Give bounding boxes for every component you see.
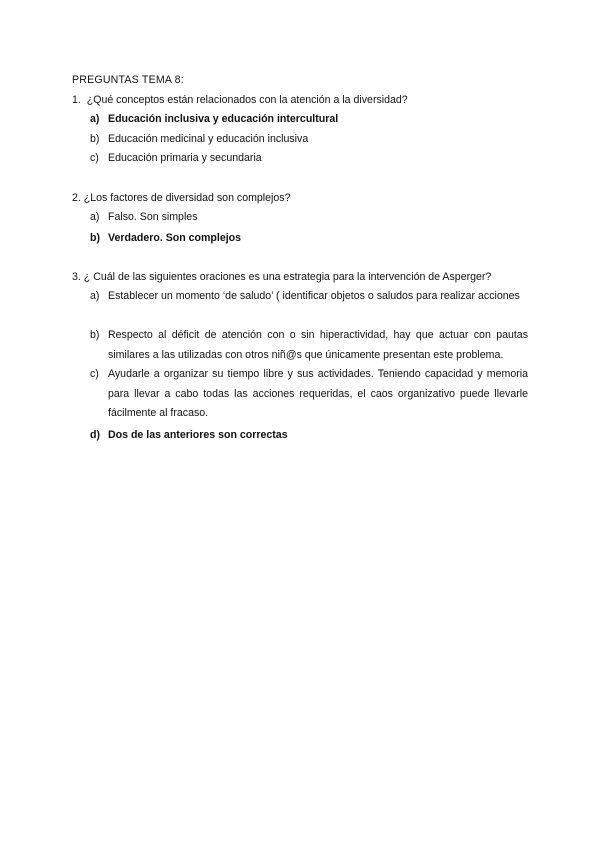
q1-option-b — [90, 132, 308, 146]
question-1 — [72, 93, 408, 107]
q3-option-a-text: Establecer un momento ‘de saludo’ ( identificar objetos o saludos para realizar acciones — [108, 290, 520, 302]
option-text: Educación medicinal y educación inclusiva — [108, 133, 309, 145]
option-marker: b) — [90, 329, 100, 341]
option-text: Falso. Son simples — [108, 211, 198, 223]
question-text: ¿Qué conceptos están relacionados con la atención a la diversidad? — [86, 94, 408, 106]
option-marker: c) — [90, 152, 99, 164]
question-text: ¿Los factores de diversidad son complejos? — [83, 192, 291, 204]
option-marker: a) — [90, 211, 100, 223]
option-text: Educación primaria y secundaria — [108, 152, 262, 164]
question-number: 3. — [72, 271, 81, 283]
option-text: Dos de las anteriores son correctas — [108, 429, 288, 441]
q2-option-a — [90, 210, 198, 224]
question-3 — [72, 270, 491, 284]
option-marker: d) — [90, 429, 100, 441]
q3-option-c-text: Ayudarle a organizar su tiempo libre y sus actividades. Teniendo capacidad y memoria para llevar a cabo todas las acciones requeridas, el caos organizativo puede llevarle fácilmente al fracaso. — [108, 368, 528, 419]
q1-option-c — [90, 151, 262, 165]
q3-option-d — [90, 428, 288, 442]
option-text: Verdadero. Son complejos — [108, 232, 242, 244]
question-text: ¿ Cuál de las siguientes oraciones es una estrategia para la intervención de Asperger? — [83, 271, 492, 283]
question-number: 1. — [72, 94, 81, 106]
page-title: PREGUNTAS TEMA 8: — [72, 74, 184, 86]
option-marker: b) — [90, 232, 100, 244]
q3-option-b-text: Respecto al déficit de atención con o sin hiperactividad, hay que actuar con pautas similares a las utilizadas con otros niñ@s que únicamente presentan este problema. — [108, 329, 528, 361]
option-marker: c) — [90, 368, 99, 380]
q2-option-b — [90, 231, 241, 245]
option-text: Educación inclusiva y educación intercultural — [108, 113, 339, 125]
question-number: 2. — [72, 192, 81, 204]
q1-option-a — [90, 112, 338, 126]
option-marker: a) — [90, 290, 100, 302]
option-marker: b) — [90, 133, 100, 145]
option-marker: a) — [90, 113, 100, 125]
question-2 — [72, 191, 290, 205]
